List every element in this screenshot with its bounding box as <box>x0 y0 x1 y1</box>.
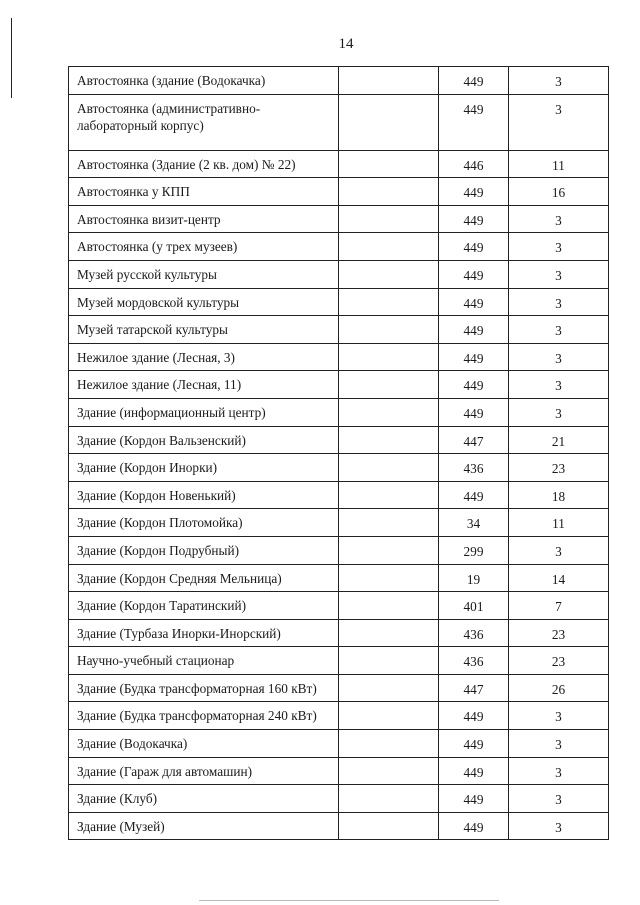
value-b-cell: 3 <box>509 371 609 399</box>
value-b-cell: 3 <box>509 536 609 564</box>
value-b-cell: 11 <box>509 509 609 537</box>
facility-name-cell: Здание (Кордон Вальзенский) <box>69 426 339 454</box>
value-a-cell: 436 <box>439 647 509 675</box>
empty-cell <box>339 371 439 399</box>
value-b-cell: 3 <box>509 785 609 813</box>
facility-name-cell: Здание (Кордон Инорки) <box>69 454 339 482</box>
empty-cell <box>339 619 439 647</box>
table-row <box>69 702 609 730</box>
value-a-cell: 19 <box>439 564 509 592</box>
facility-name-cell: Здание (Кордон Подрубный) <box>69 536 339 564</box>
table-row <box>69 94 609 150</box>
table-row <box>69 757 609 785</box>
empty-cell <box>339 316 439 344</box>
value-a-cell: 446 <box>439 150 509 178</box>
value-a-cell: 449 <box>439 730 509 758</box>
value-b-cell: 3 <box>509 702 609 730</box>
table-row <box>69 674 609 702</box>
table-row <box>69 454 609 482</box>
empty-cell <box>339 730 439 758</box>
value-b-cell: 3 <box>509 730 609 758</box>
table-row <box>69 371 609 399</box>
facility-name-cell: Здание (Будка трансформаторная 160 кВт) <box>69 674 339 702</box>
table-row <box>69 150 609 178</box>
value-a-cell: 401 <box>439 592 509 620</box>
value-b-cell: 3 <box>509 343 609 371</box>
value-a-cell: 449 <box>439 178 509 206</box>
value-b-cell: 23 <box>509 647 609 675</box>
empty-cell <box>339 564 439 592</box>
empty-cell <box>339 702 439 730</box>
facility-name-cell: Музей русской культуры <box>69 260 339 288</box>
empty-cell <box>339 343 439 371</box>
value-b-cell: 3 <box>509 288 609 316</box>
facility-name-cell: Автостоянка у КПП <box>69 178 339 206</box>
empty-cell <box>339 426 439 454</box>
facility-name-cell: Автостоянка (у трех музеев) <box>69 233 339 261</box>
value-a-cell: 436 <box>439 454 509 482</box>
table-row <box>69 67 609 95</box>
value-a-cell: 449 <box>439 371 509 399</box>
table-row <box>69 509 609 537</box>
value-a-cell: 449 <box>439 812 509 840</box>
facility-name-cell: Здание (Турбаза Инорки-Инорский) <box>69 619 339 647</box>
empty-cell <box>339 94 439 150</box>
value-a-cell: 449 <box>439 702 509 730</box>
value-b-cell: 3 <box>509 67 609 95</box>
facility-name-cell: Здание (Кордон Таратинский) <box>69 592 339 620</box>
value-a-cell: 34 <box>439 509 509 537</box>
facility-name-cell: Здание (Клуб) <box>69 785 339 813</box>
table-row <box>69 785 609 813</box>
value-b-cell: 3 <box>509 398 609 426</box>
facility-name-cell: Здание (Музей) <box>69 812 339 840</box>
table-row <box>69 316 609 344</box>
value-a-cell: 449 <box>439 205 509 233</box>
facility-name-cell: Научно-учебный стационар <box>69 647 339 675</box>
facility-name-cell: Здание (Кордон Новенький) <box>69 481 339 509</box>
value-b-cell: 3 <box>509 260 609 288</box>
table-body <box>69 67 609 840</box>
facility-name-cell: Музей татарской культуры <box>69 316 339 344</box>
empty-cell <box>339 785 439 813</box>
margin-rule <box>11 18 12 98</box>
page-number: 14 <box>338 36 354 52</box>
table-row <box>69 812 609 840</box>
table-row <box>69 647 609 675</box>
value-a-cell: 436 <box>439 619 509 647</box>
empty-cell <box>339 150 439 178</box>
empty-cell <box>339 812 439 840</box>
facility-name-cell: Автостоянка (административно-лабораторный корпус) <box>69 94 339 150</box>
empty-cell <box>339 592 439 620</box>
table-row <box>69 178 609 206</box>
facility-name-cell: Здание (Кордон Средняя Мельница) <box>69 564 339 592</box>
value-b-cell: 14 <box>509 564 609 592</box>
table-row <box>69 564 609 592</box>
empty-cell <box>339 398 439 426</box>
value-a-cell: 449 <box>439 67 509 95</box>
facility-name-cell: Нежилое здание (Лесная, 11) <box>69 371 339 399</box>
value-b-cell: 23 <box>509 619 609 647</box>
facility-name-cell: Автостоянка (здание (Водокачка) <box>69 67 339 95</box>
empty-cell <box>339 288 439 316</box>
table-row <box>69 730 609 758</box>
table-row <box>69 426 609 454</box>
table-row <box>69 260 609 288</box>
table-row <box>69 398 609 426</box>
empty-cell <box>339 757 439 785</box>
empty-cell <box>339 67 439 95</box>
value-b-cell: 26 <box>509 674 609 702</box>
empty-cell <box>339 674 439 702</box>
facility-name-cell: Автостоянка (Здание (2 кв. дом) № 22) <box>69 150 339 178</box>
value-b-cell: 11 <box>509 150 609 178</box>
empty-cell <box>339 647 439 675</box>
facility-name-cell: Здание (Водокачка) <box>69 730 339 758</box>
value-a-cell: 449 <box>439 785 509 813</box>
facility-name-cell: Здание (Будка трансформаторная 240 кВт) <box>69 702 339 730</box>
value-b-cell: 3 <box>509 233 609 261</box>
value-a-cell: 449 <box>439 398 509 426</box>
facility-name-cell: Музей мордовской культуры <box>69 288 339 316</box>
value-b-cell: 3 <box>509 812 609 840</box>
value-b-cell: 3 <box>509 316 609 344</box>
value-a-cell: 449 <box>439 288 509 316</box>
facility-name-cell: Здание (Кордон Плотомойка) <box>69 509 339 537</box>
value-a-cell: 299 <box>439 536 509 564</box>
facility-name-cell: Автостоянка визит-центр <box>69 205 339 233</box>
empty-cell <box>339 233 439 261</box>
value-b-cell: 3 <box>509 94 609 150</box>
value-b-cell: 18 <box>509 481 609 509</box>
table-row <box>69 288 609 316</box>
table-row <box>69 536 609 564</box>
value-a-cell: 449 <box>439 481 509 509</box>
table-row <box>69 233 609 261</box>
value-b-cell: 7 <box>509 592 609 620</box>
bottom-rule <box>199 900 499 901</box>
table-row <box>69 205 609 233</box>
value-a-cell: 449 <box>439 233 509 261</box>
table-row <box>69 481 609 509</box>
empty-cell <box>339 509 439 537</box>
value-b-cell: 3 <box>509 205 609 233</box>
empty-cell <box>339 536 439 564</box>
table-row <box>69 619 609 647</box>
value-a-cell: 449 <box>439 260 509 288</box>
value-a-cell: 449 <box>439 343 509 371</box>
value-b-cell: 3 <box>509 757 609 785</box>
facilities-table <box>68 66 609 840</box>
facility-name-cell: Нежилое здание (Лесная, 3) <box>69 343 339 371</box>
value-a-cell: 449 <box>439 94 509 150</box>
value-a-cell: 449 <box>439 757 509 785</box>
empty-cell <box>339 178 439 206</box>
facility-name-cell: Здание (Гараж для автомашин) <box>69 757 339 785</box>
value-a-cell: 447 <box>439 674 509 702</box>
table-row <box>69 592 609 620</box>
table-row <box>69 343 609 371</box>
empty-cell <box>339 481 439 509</box>
empty-cell <box>339 205 439 233</box>
facility-name-cell: Здание (информационный центр) <box>69 398 339 426</box>
value-b-cell: 16 <box>509 178 609 206</box>
empty-cell <box>339 454 439 482</box>
empty-cell <box>339 260 439 288</box>
value-a-cell: 447 <box>439 426 509 454</box>
value-b-cell: 23 <box>509 454 609 482</box>
value-b-cell: 21 <box>509 426 609 454</box>
value-a-cell: 449 <box>439 316 509 344</box>
